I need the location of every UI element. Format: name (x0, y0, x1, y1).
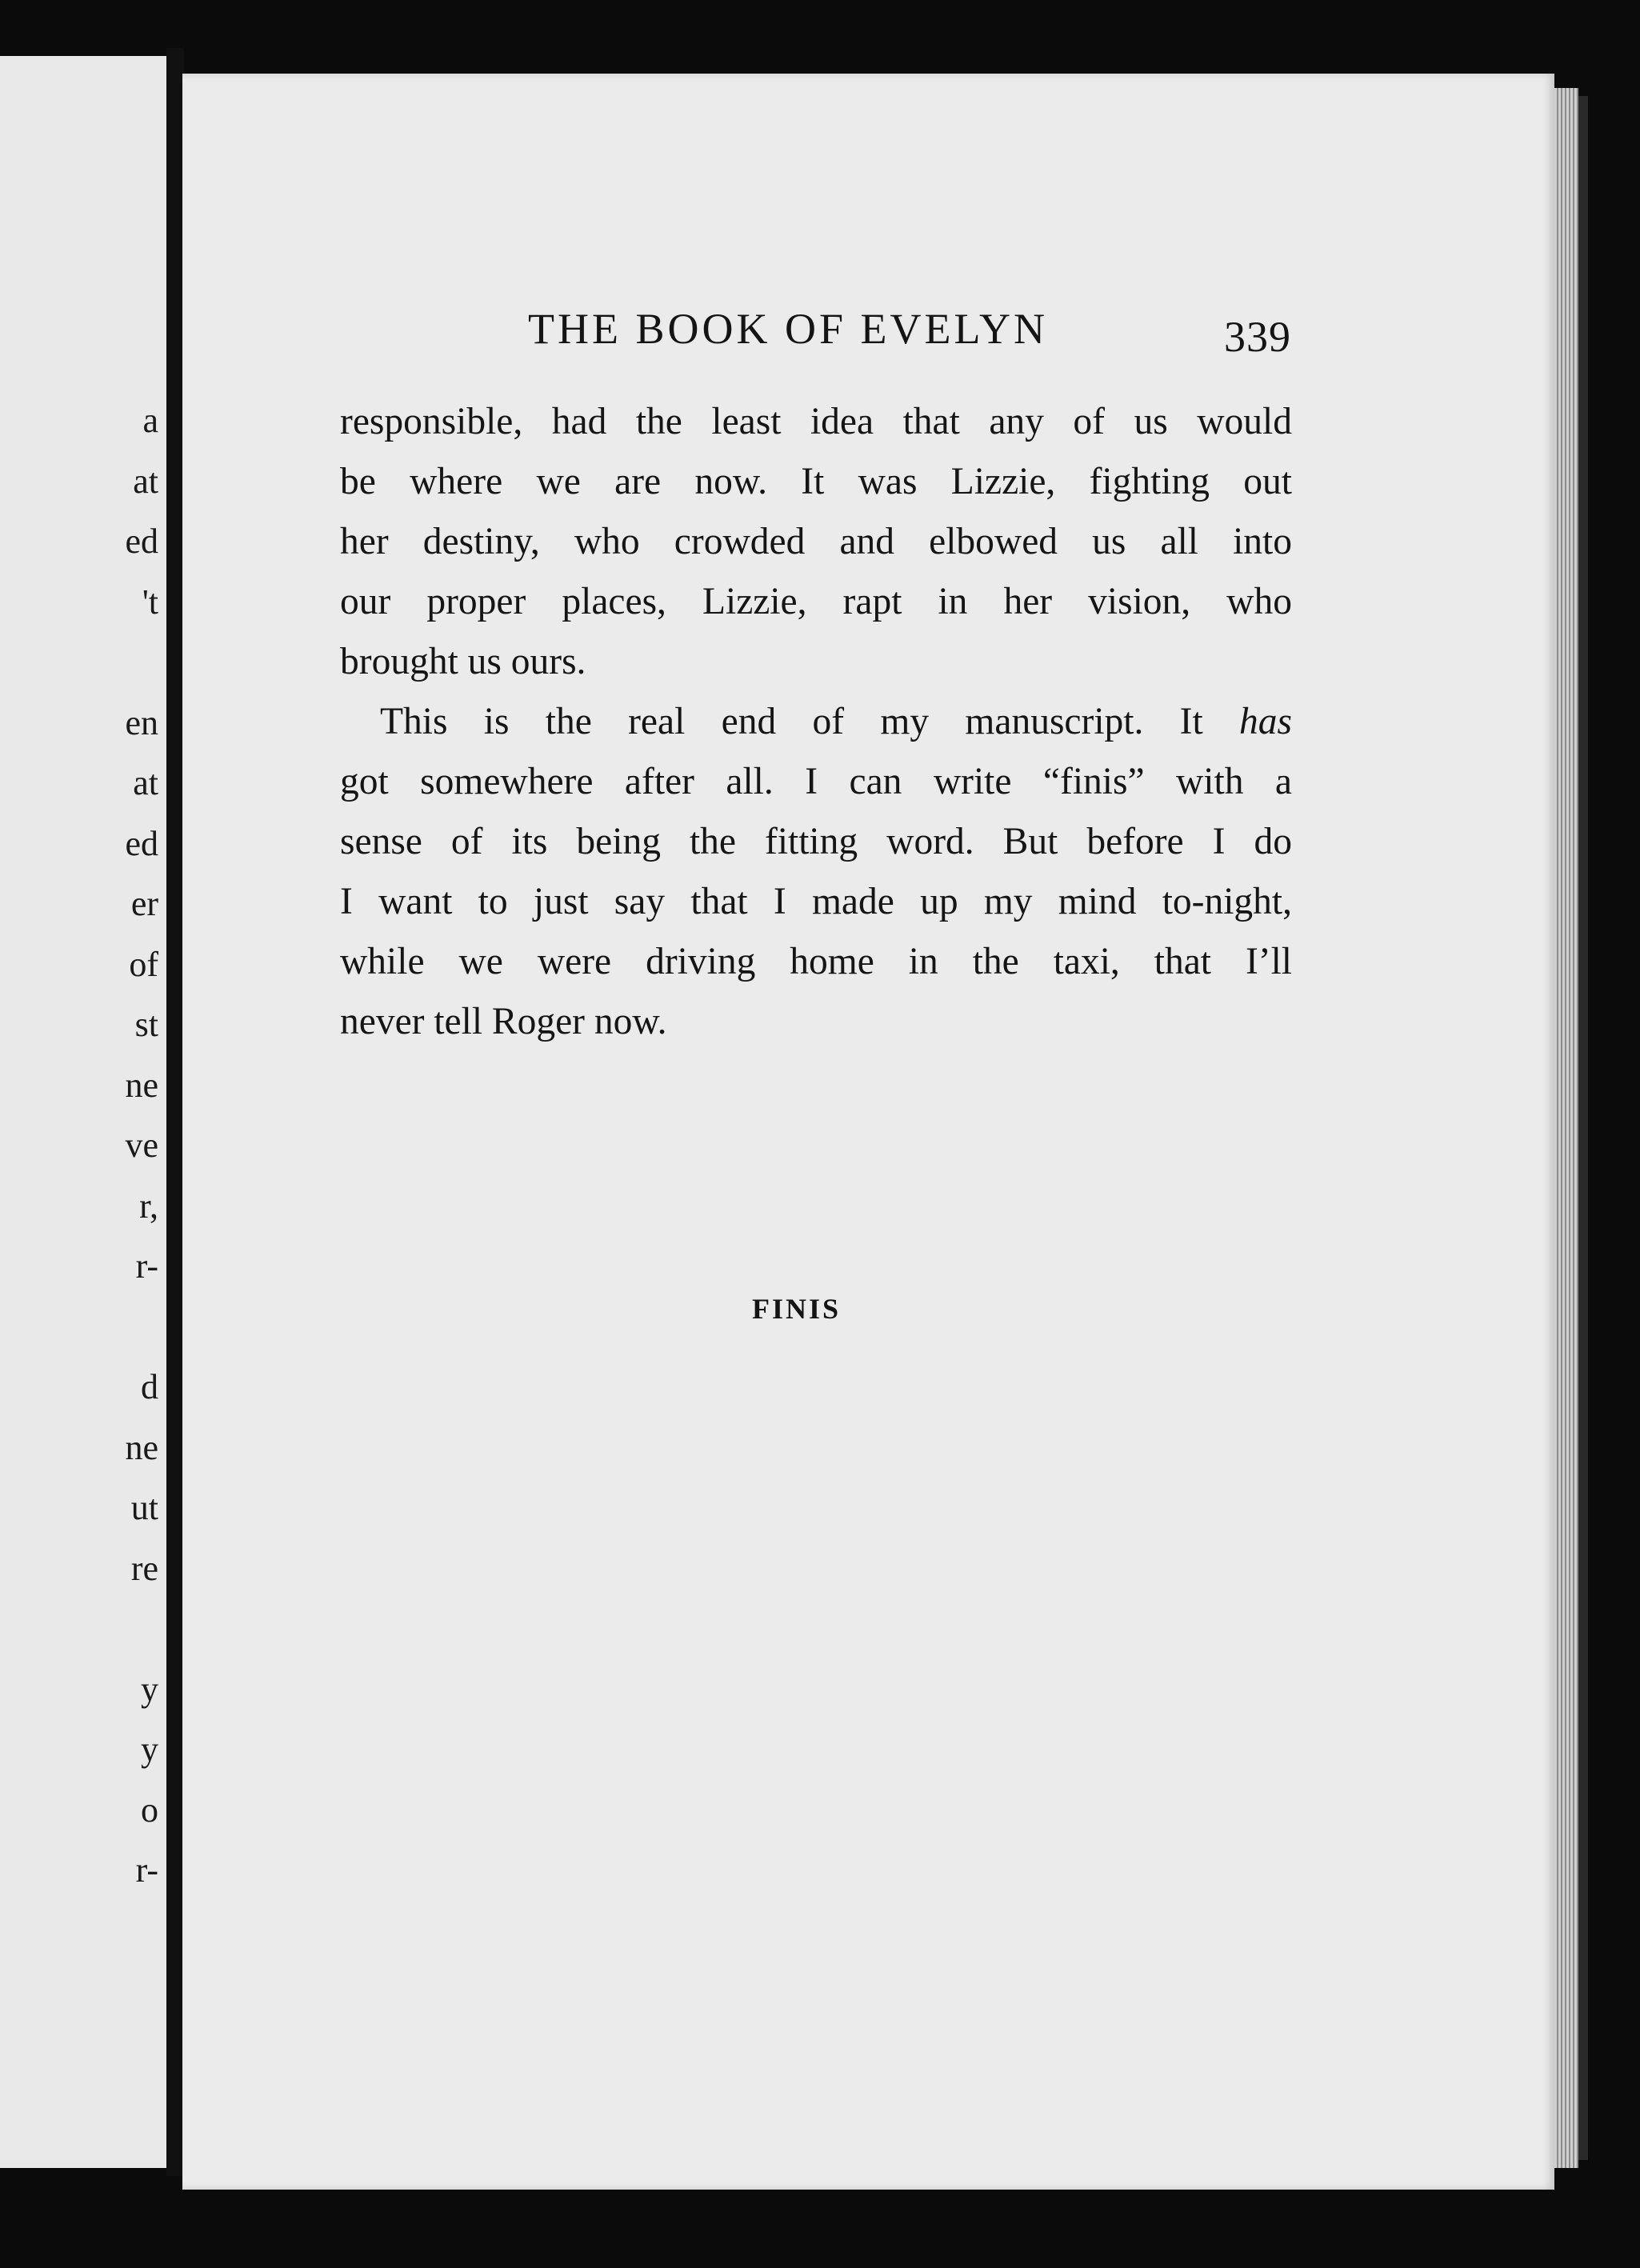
facing-page-fragment: r- (135, 1246, 158, 1286)
text-line: her destiny, who crowded and elbowed us all into (340, 521, 1292, 562)
text-line: our proper places, Lizzie, rapt in her vision, who (340, 581, 1292, 622)
body-text (340, 392, 1292, 1052)
text-line: This is the real end of my manuscript. It has (380, 701, 1292, 742)
closing-finis: FINIS (752, 1293, 842, 1325)
facing-page-fragment: a (142, 401, 158, 440)
text-line: brought us ours. (340, 641, 586, 682)
facing-page-fragment: en (125, 702, 158, 742)
facing-page-fragment: ve (125, 1126, 158, 1165)
page-edges (1554, 88, 1578, 2168)
page-number: 339 (1224, 313, 1291, 361)
facing-page-fragment: ed (125, 522, 158, 561)
facing-page-fragment: er (130, 884, 158, 923)
book-gutter (166, 48, 184, 2176)
facing-page (0, 56, 166, 2168)
facing-page-fragment: o (141, 1790, 158, 1830)
facing-page-fragment: at (133, 461, 158, 501)
facing-page-fragment: ut (130, 1488, 158, 1527)
paragraph (340, 392, 1292, 692)
facing-page-fragment: re (130, 1548, 158, 1588)
text-line: while we were driving home in the taxi, that I’ll (340, 941, 1292, 982)
text-line: never tell Roger now. (340, 1001, 667, 1042)
paragraph (340, 692, 1292, 1052)
facing-page-fragment: of (129, 944, 158, 984)
text-line: responsible, had the least idea that any of us would (340, 401, 1292, 442)
text-line: be where we are now. It was Lizzie, fighting out (340, 461, 1292, 502)
facing-page-fragment: at (133, 763, 158, 802)
facing-page-fragment: r- (135, 1850, 158, 1890)
text-line: I want to just say that I made up my mind to-night, (340, 881, 1292, 922)
text-line: got somewhere after all. I can write “finis” with a (340, 761, 1292, 802)
facing-page-fragment: ne (125, 1065, 158, 1105)
book-page (182, 74, 1554, 2190)
emphasis: has (1239, 701, 1292, 742)
facing-page-fragment: st (134, 1005, 158, 1044)
facing-page-fragment: d (141, 1367, 158, 1406)
facing-page-fragment: r, (139, 1186, 158, 1226)
running-head-title: THE BOOK OF EVELYN (528, 305, 1049, 353)
facing-page-fragment: ed (125, 823, 158, 863)
facing-page-fragment: ne (125, 1427, 158, 1467)
text-line: sense of its being the fitting word. But before I do (340, 821, 1292, 862)
facing-page-fragment: 't (142, 582, 158, 622)
facing-page-fragment: y (141, 1730, 158, 1769)
facing-page-fragment: y (141, 1669, 158, 1709)
cover-edge (1578, 96, 1588, 2160)
